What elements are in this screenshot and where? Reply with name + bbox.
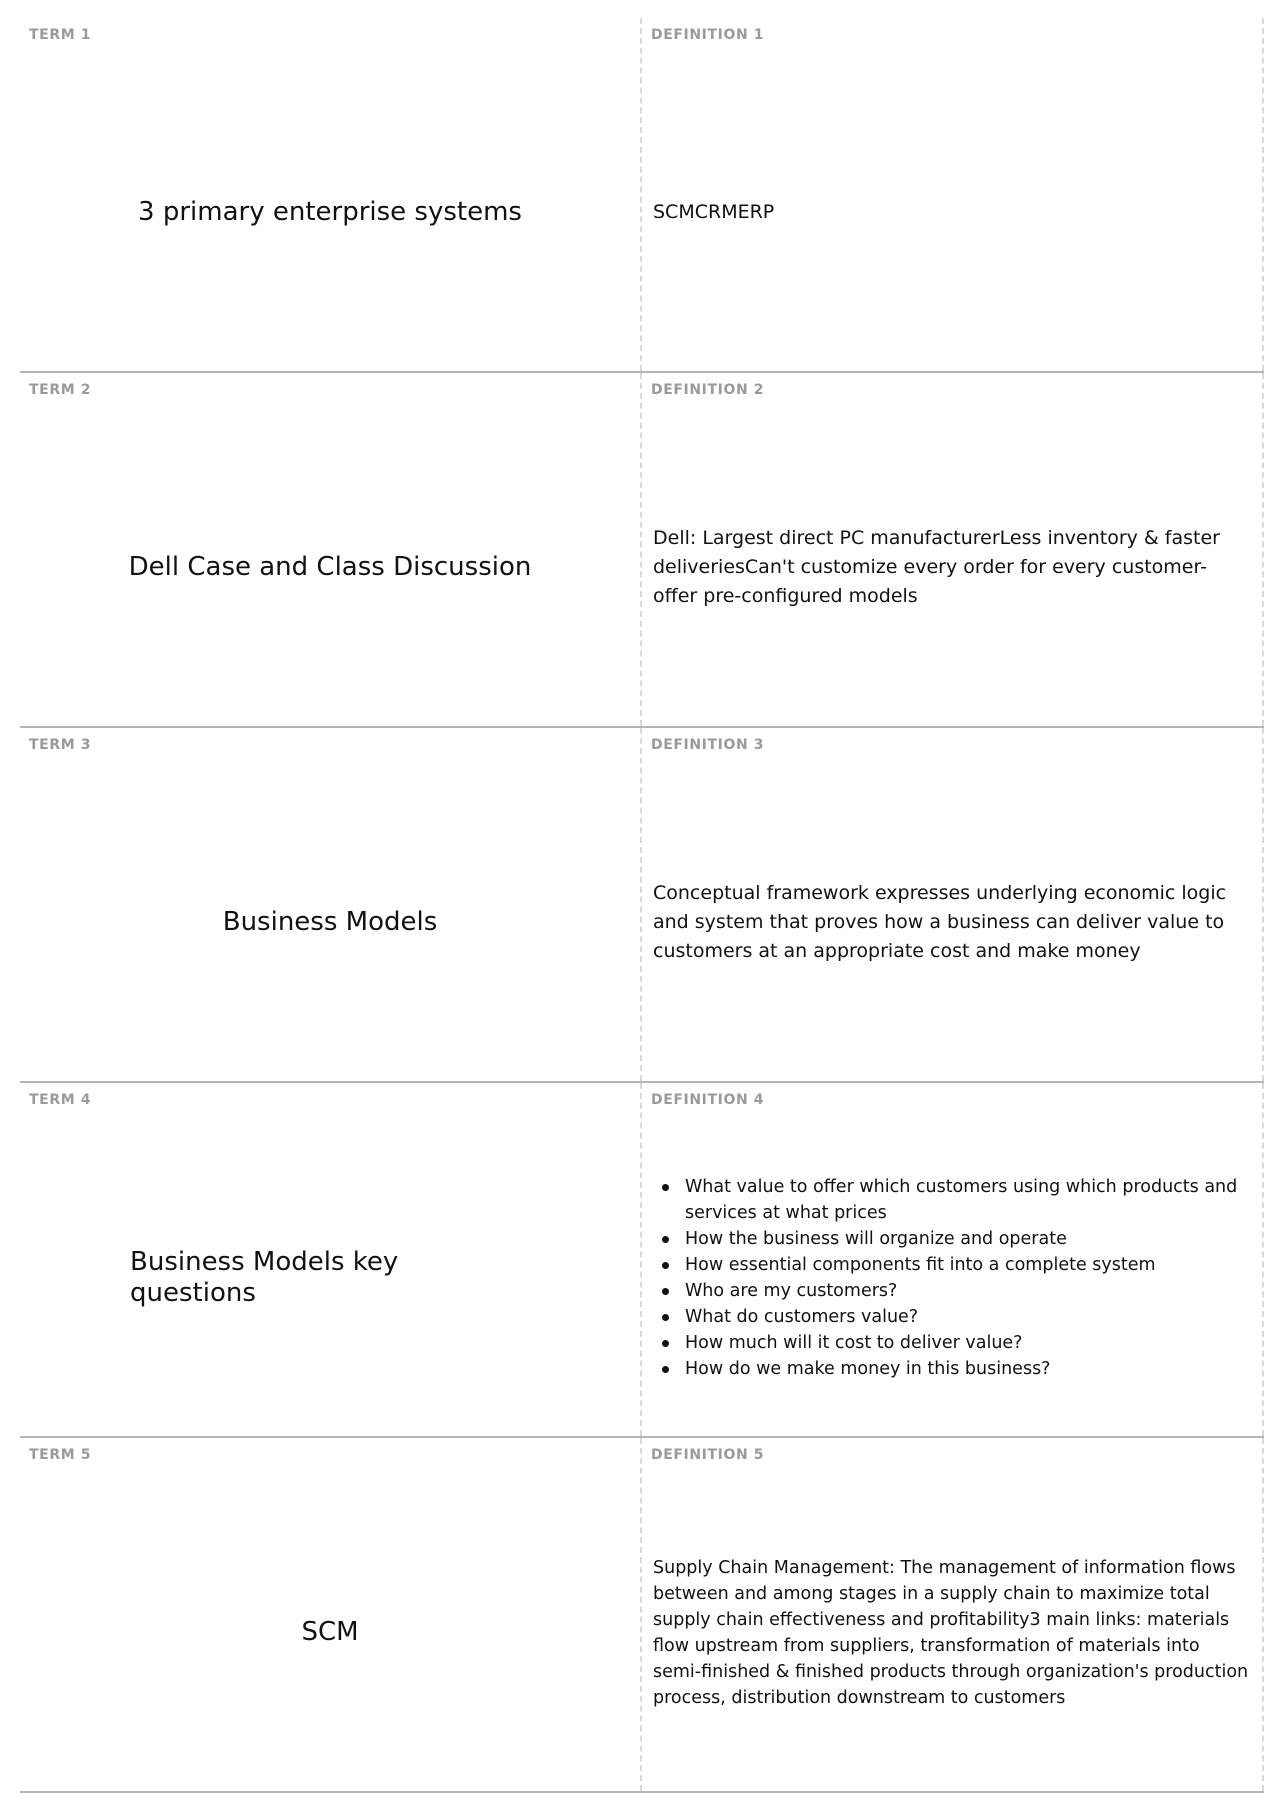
list-item: How essential components fit into a complete system <box>685 1252 1250 1278</box>
definition-text: Dell: Largest direct PC manufacturerLess inventory & faster deliveriesCan't customize every order for every customer-offer pre-configured models <box>653 527 1220 607</box>
definition-cell <box>642 1438 1264 1791</box>
term-cell <box>20 373 642 726</box>
term-cell <box>20 18 642 371</box>
term-cell <box>20 728 642 1081</box>
flashcard-row <box>20 1438 1264 1793</box>
definition-text: Conceptual framework expresses underlying economic logic and system that proves how a business can deliver value to customers at an appropriate cost and make money <box>653 882 1227 962</box>
definition-cell <box>642 1083 1264 1436</box>
definition-label: DEFINITION 4 <box>651 1092 765 1108</box>
term-label: TERM 4 <box>29 1092 92 1108</box>
definition-label: DEFINITION 3 <box>651 737 765 753</box>
term-text: SCM <box>301 1617 359 1647</box>
flashcard-row <box>20 18 1264 373</box>
definition-list <box>653 1174 1250 1382</box>
definition-label: DEFINITION 2 <box>651 382 765 398</box>
list-item: How much will it cost to deliver value? <box>685 1330 1250 1356</box>
term-text: Dell Case and Class Discussion <box>128 552 532 582</box>
term-text: 3 primary enterprise systems <box>138 197 522 227</box>
term-text: Business Models key questions <box>130 1246 399 1308</box>
term-cell <box>20 1083 642 1436</box>
list-item: How do we make money in this business? <box>685 1356 1250 1382</box>
list-item: How the business will organize and operate <box>685 1226 1250 1252</box>
flashcard-row <box>20 1083 1264 1438</box>
term-cell <box>20 1438 642 1791</box>
flashcard-row <box>20 373 1264 728</box>
term-label: TERM 1 <box>29 27 92 43</box>
definition-text: Supply Chain Management: The management of information flows between and among stages in a supply chain to maximize total supply chain effectiveness and profitability3 main links: materials flow upstream from suppliers, transformation of materials into semi-finished & finished products through organization's production process, distribution downstream to customers <box>653 1557 1249 1708</box>
term-label: TERM 3 <box>29 737 92 753</box>
list-item: Who are my customers? <box>685 1278 1250 1304</box>
definition-cell <box>642 373 1264 726</box>
term-label: TERM 5 <box>29 1447 92 1463</box>
definition-text: SCMCRMERP <box>653 201 775 223</box>
flashcard-row <box>20 728 1264 1083</box>
list-item: What value to offer which customers using which products and services at what prices <box>685 1174 1250 1226</box>
definition-cell <box>642 18 1264 371</box>
term-text: Business Models <box>222 907 438 937</box>
term-label: TERM 2 <box>29 382 92 398</box>
definition-label: DEFINITION 5 <box>651 1447 765 1463</box>
flashcard-sheet <box>20 18 1264 1793</box>
definition-cell <box>642 728 1264 1081</box>
list-item: What do customers value? <box>685 1304 1250 1330</box>
definition-label: DEFINITION 1 <box>651 27 765 43</box>
